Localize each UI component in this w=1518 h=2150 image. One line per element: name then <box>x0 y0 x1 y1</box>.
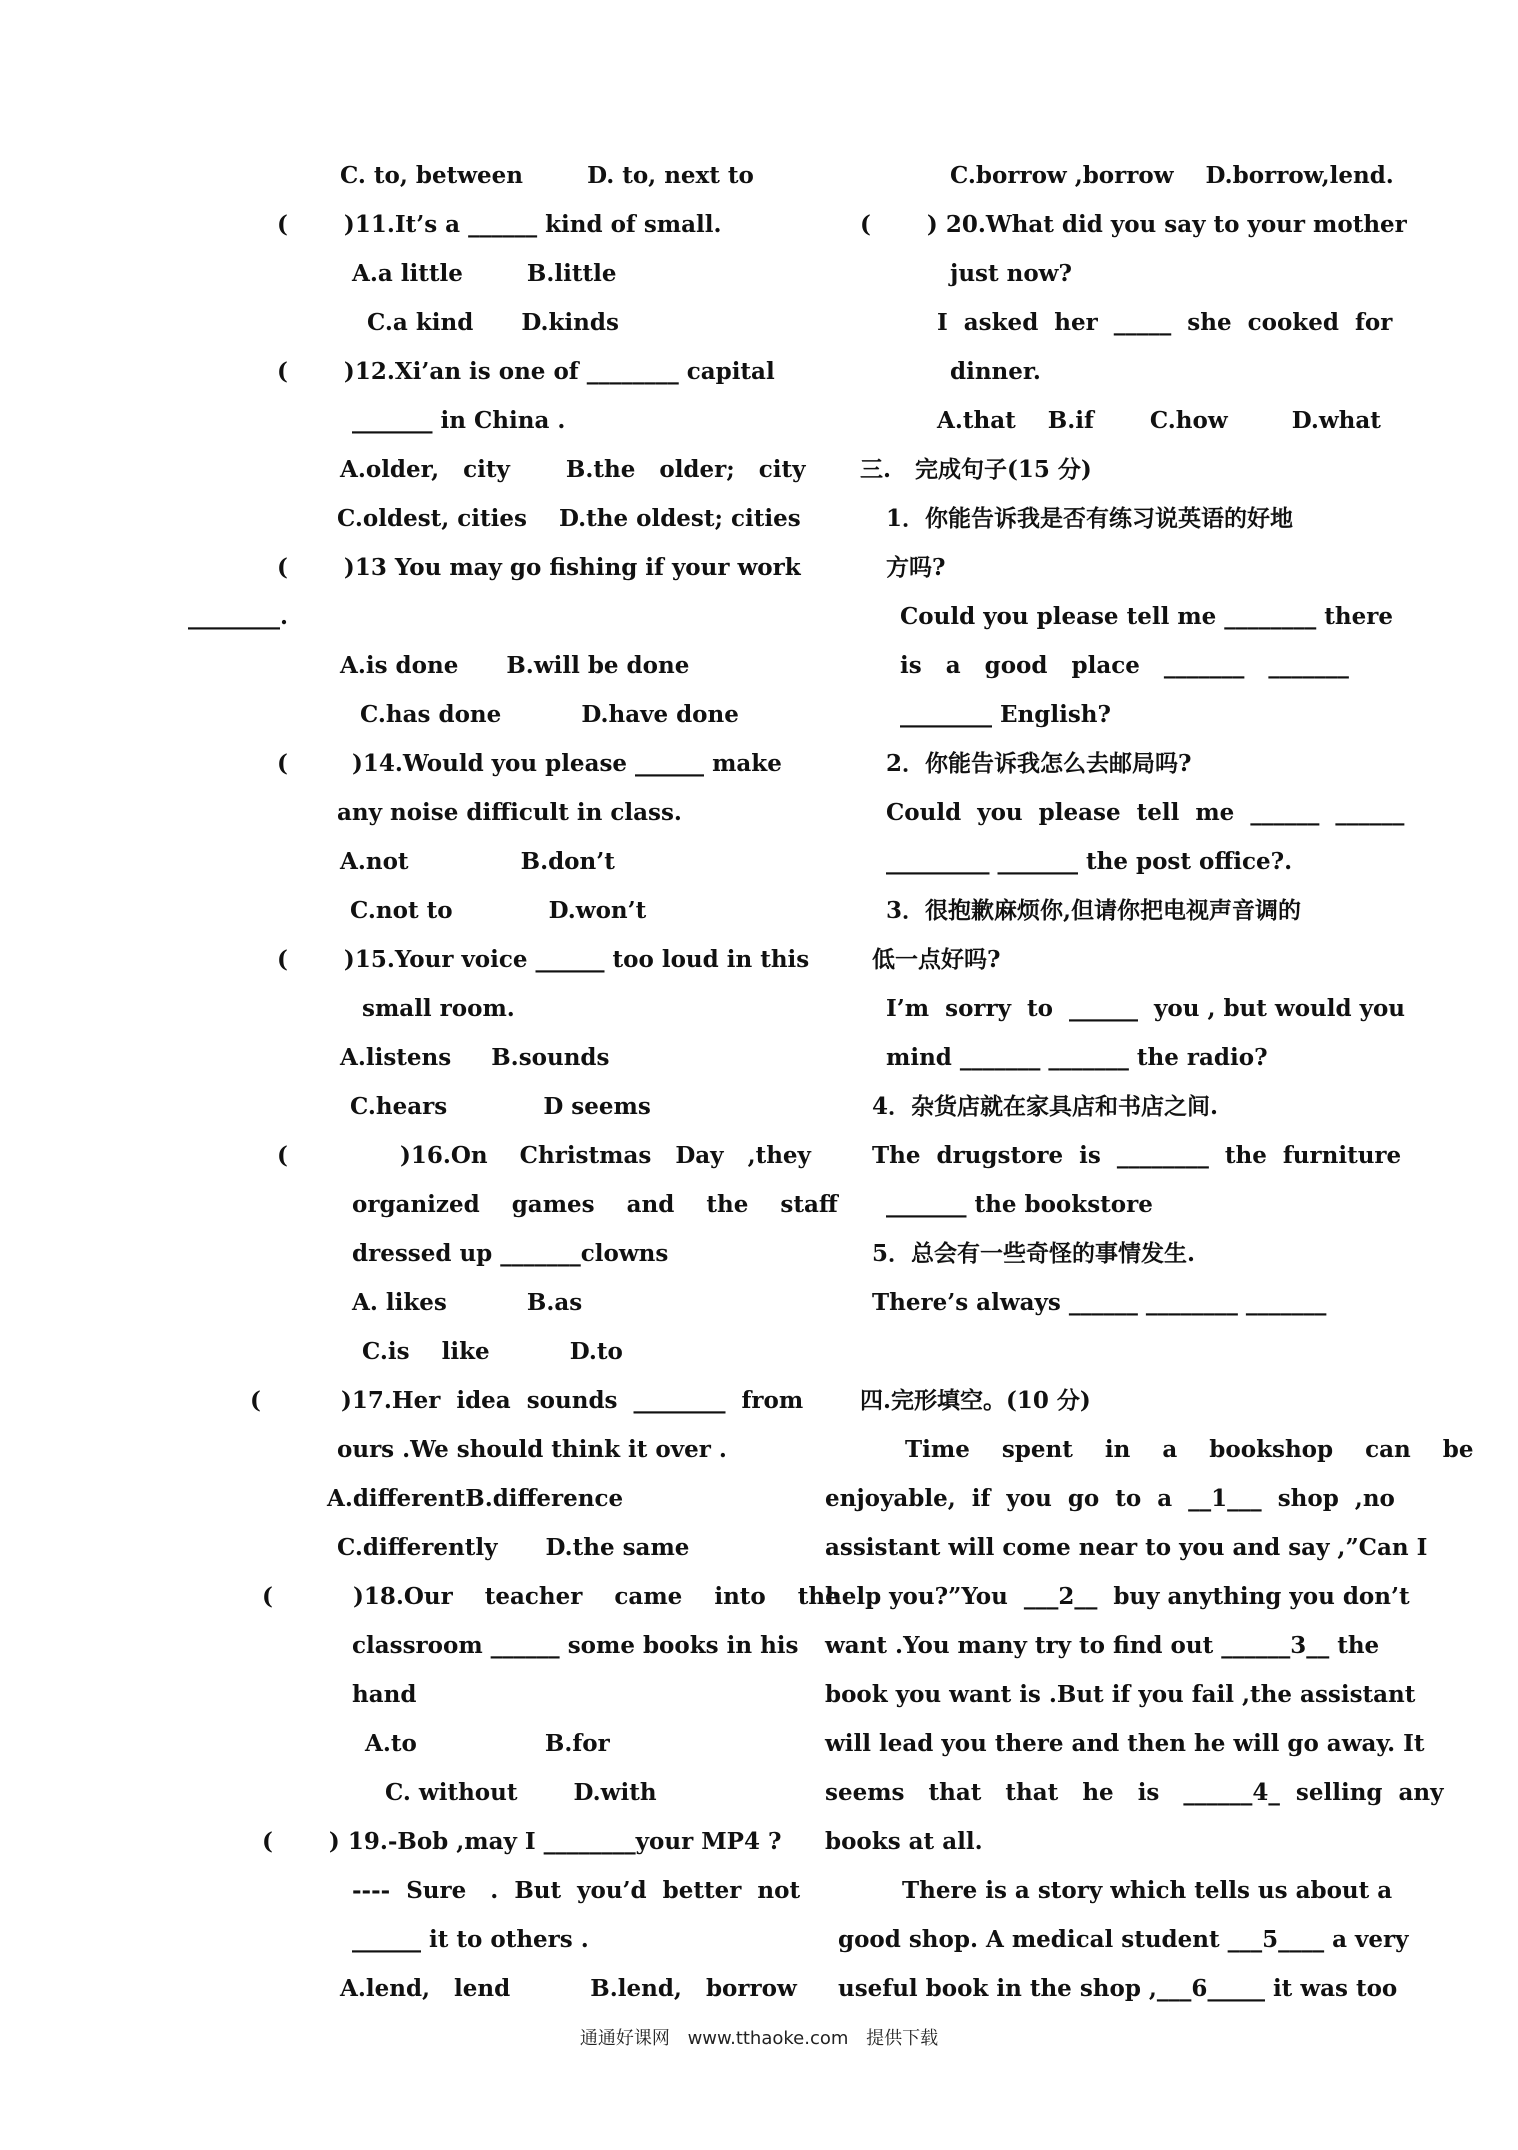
text-line: C.a kind D.kinds <box>367 309 619 336</box>
text-line: dinner. <box>950 358 1041 385</box>
text-line: _______ the bookstore <box>886 1191 1153 1218</box>
text-line: There is a story which tells us about a <box>902 1877 1393 1904</box>
section-heading: 三. 完成句子(15 分) <box>860 456 1092 483</box>
text-line: ________ English? <box>900 701 1111 728</box>
text-line: A.to B.for <box>365 1730 610 1757</box>
text-line: C.is like D.to <box>362 1338 623 1365</box>
text-line: C. to, between D. to, next to <box>340 162 754 189</box>
text-line: A.differentB.difference <box>327 1485 624 1512</box>
text-line: ours .We should think it over . <box>337 1436 727 1463</box>
text-line: small room. <box>362 995 515 1022</box>
question-13: ( )13 You may go fishing if your work <box>277 554 801 581</box>
text-line: A.that B.if C.how D.what <box>937 407 1381 434</box>
text-line: enjoyable, if you go to a __1___ shop ,no <box>825 1485 1395 1512</box>
text-line: 5．总会有一些奇怪的事情发生. <box>872 1240 1196 1267</box>
text-line: I’m sorry to ______ you , but would you <box>886 995 1406 1022</box>
question-19: ( ) 19.-Bob ,may I ________your MP4 ? <box>262 1828 782 1855</box>
text-line: seems that that he is ______4_ selling any <box>825 1779 1444 1806</box>
footer-note: 提供下载 <box>866 2028 939 2049</box>
text-line: A. likes B.as <box>352 1289 583 1316</box>
text-line: C.has done D.have done <box>360 701 739 728</box>
text-line: I asked her _____ she cooked for <box>937 309 1393 336</box>
question-20: ( ) 20.What did you say to your mother <box>860 211 1407 238</box>
text-line: 2．你能告诉我怎么去邮局吗? <box>886 750 1192 777</box>
text-line: any noise difficult in class. <box>337 799 682 826</box>
text-line: help you?”You ___2__ buy anything you don’t <box>825 1583 1410 1610</box>
text-line: C. without D.with <box>385 1779 657 1806</box>
text-line: C.not to D.won’t <box>350 897 647 924</box>
text-line: organized games and the staff <box>352 1191 838 1218</box>
text-line: A.lend, lend B.lend, borrow <box>340 1975 797 2002</box>
text-line: The drugstore is ________ the furniture <box>872 1142 1402 1169</box>
text-line: A.a little B.little <box>352 260 617 287</box>
text-line: mind _______ _______ the radio? <box>886 1044 1268 1071</box>
text-line: 4．杂货店就在家具店和书店之间. <box>872 1093 1219 1120</box>
section-heading: 四.完形填空。(10 分) <box>860 1387 1091 1414</box>
text-line: ______ it to others . <box>352 1926 589 1953</box>
question-14: ( )14.Would you please ______ make <box>277 750 782 777</box>
text-line: 3．很抱歉麻烦你,但请你把电视声音调的 <box>886 897 1302 924</box>
text-line: A.not B.don’t <box>340 848 615 875</box>
question-17: ( )17.Her idea sounds ________ from <box>250 1387 804 1414</box>
text-line: hand <box>352 1681 417 1708</box>
text-line: dressed up _______clowns <box>352 1240 669 1267</box>
text-line: C.oldest, cities D.the oldest; cities <box>337 505 801 532</box>
text-line: ---- Sure . But you’d better not <box>352 1877 801 1904</box>
text-line: just now? <box>950 260 1072 287</box>
page-footer <box>0 2024 1518 2050</box>
text-line: assistant will come near to you and say ,”Can I <box>825 1534 1428 1561</box>
text-line: A.is done B.will be done <box>340 652 690 679</box>
text-line: A.listens B.sounds <box>340 1044 610 1071</box>
text-line: There’s always ______ ________ _______ <box>872 1289 1327 1316</box>
text-line: want .You many try to find out ______3__ the <box>825 1632 1380 1659</box>
text-line: C.borrow ,borrow D.borrow,lend. <box>950 162 1394 189</box>
text-line: A.older, city B.the older; city <box>340 456 806 483</box>
footer-site-name: 通通好课网 <box>579 2028 670 2049</box>
text-line: books at all. <box>825 1828 983 1855</box>
text-line: _________ _______ the post office?. <box>886 848 1293 875</box>
text-line: 低一点好吗? <box>872 946 1001 973</box>
text-line: 1．你能告诉我是否有练习说英语的好地 <box>886 505 1294 532</box>
text-line: book you want is .But if you fail ,the assistant <box>825 1681 1416 1708</box>
text-line: C.hears D seems <box>350 1093 651 1120</box>
text-line: 方吗? <box>886 554 946 581</box>
question-12: ( )12.Xi’an is one of ________ capital <box>277 358 775 385</box>
text-line: Could you please tell me ______ ______ <box>886 799 1405 826</box>
footer-url: www.tthaoke.com <box>687 2028 849 2049</box>
question-18: ( )18.Our teacher came into the <box>262 1583 840 1610</box>
text-line: C.differently D.the same <box>337 1534 690 1561</box>
text-line: classroom ______ some books in his <box>352 1632 799 1659</box>
text-line: will lead you there and then he will go away. It <box>825 1730 1425 1757</box>
text-line: _______ in China . <box>352 407 566 434</box>
text-line: Could you please tell me ________ there <box>900 603 1394 630</box>
text-line: good shop. A medical student ___5____ a very <box>838 1926 1409 1953</box>
text-line: useful book in the shop ,___6_____ it was too <box>838 1975 1398 2002</box>
text-line: ________. <box>188 603 289 630</box>
question-11: ( )11.It’s a ______ kind of small. <box>277 211 722 238</box>
text-line: is a good place _______ _______ <box>900 652 1349 679</box>
question-16: ( )16.On Christmas Day ,they <box>277 1142 811 1169</box>
text-line: Time spent in a bookshop can be <box>905 1436 1474 1463</box>
question-15: ( )15.Your voice ______ too loud in this <box>277 946 810 973</box>
